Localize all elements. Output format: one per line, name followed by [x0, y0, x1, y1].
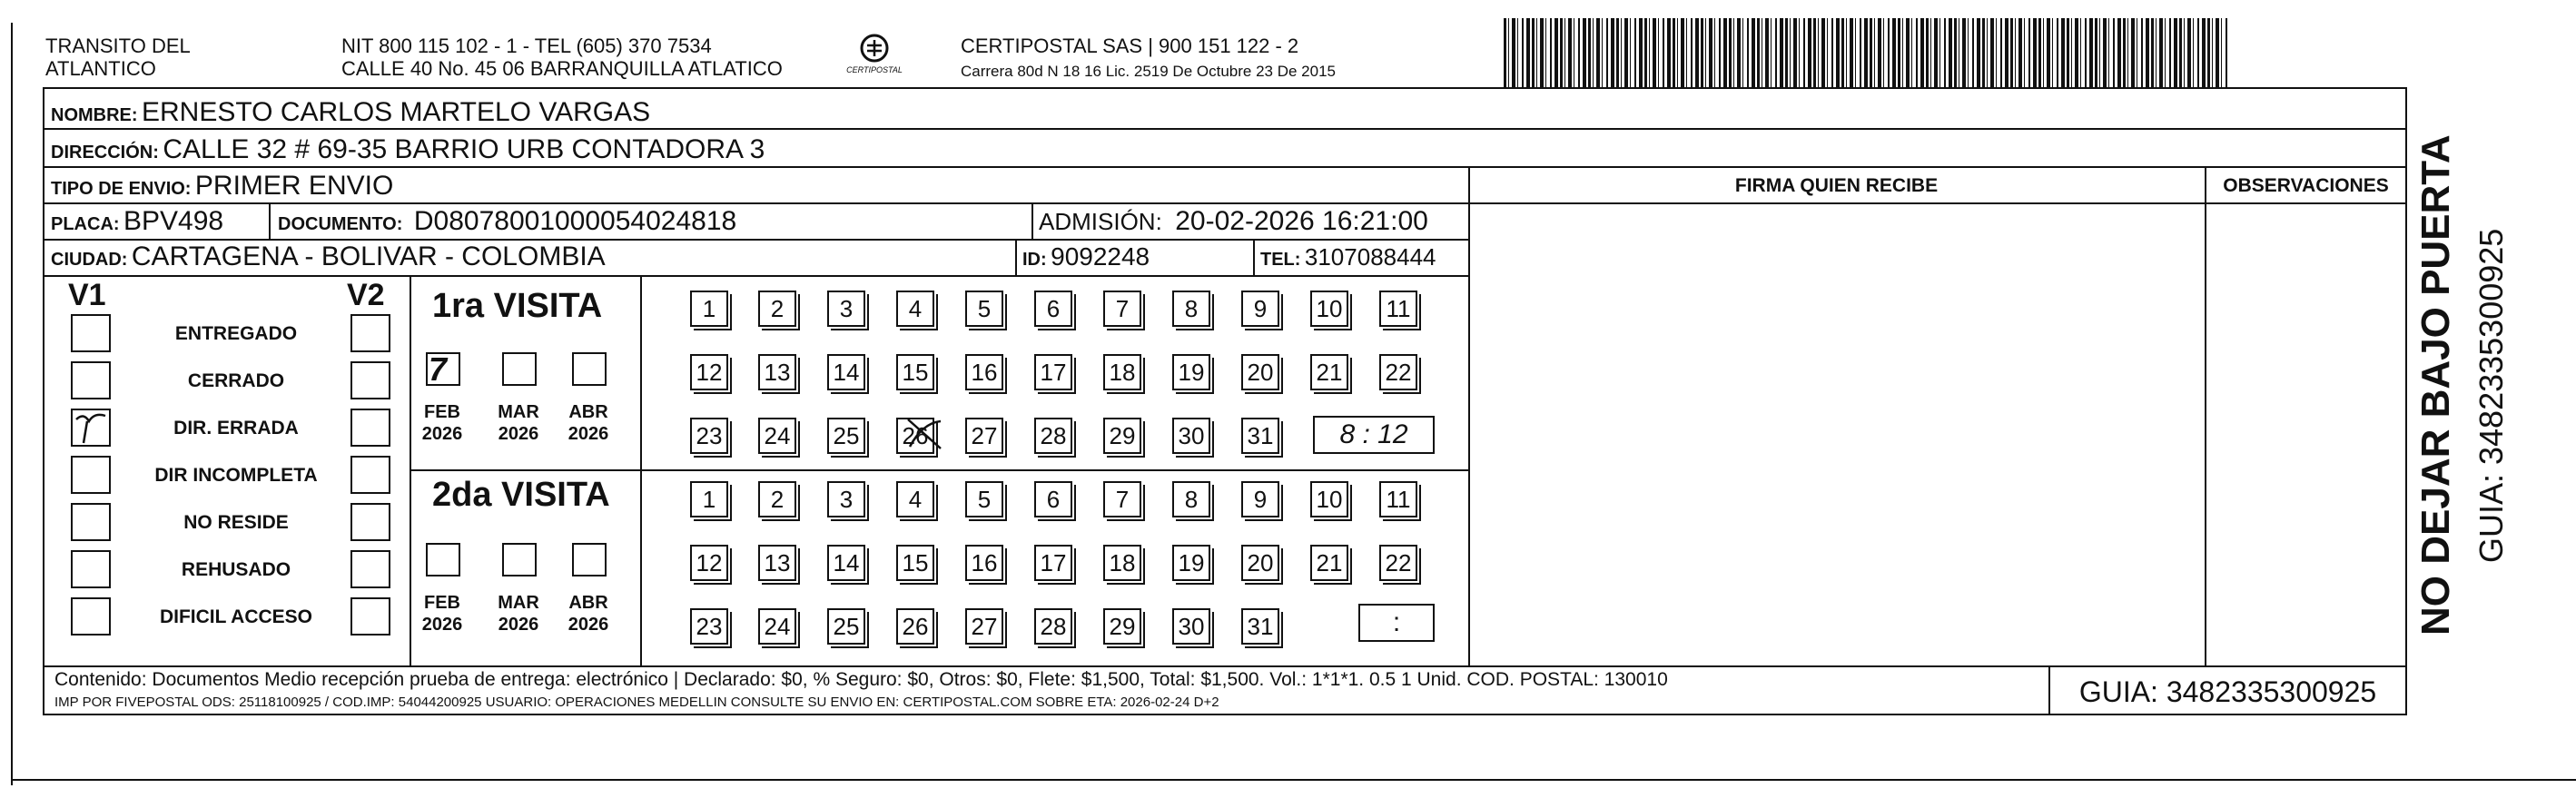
admision-value: 20-02-2026 16:21:00: [1175, 206, 1428, 236]
side-guia: [2472, 91, 2512, 563]
first-visit-day-25[interactable]: 25: [827, 418, 865, 454]
second-visit-day-23[interactable]: 23: [690, 608, 728, 645]
ciudad-field: [51, 243, 606, 275]
carrier-nit: CERTIPOSTAL SAS | 900 151 122 - 2: [961, 34, 1299, 57]
first-visit-day-2[interactable]: 2: [758, 291, 796, 327]
status-cerrado-label: CERRADO: [187, 370, 285, 391]
second-visit-day-24[interactable]: 24: [758, 608, 796, 645]
id-label: ID:: [1022, 250, 1047, 270]
first-visit-abr-year: 2026: [568, 424, 609, 444]
postal-logo-icon: [854, 33, 894, 65]
first-visit-day-5[interactable]: 5: [965, 291, 1003, 327]
shipment-barcode: [1504, 18, 2228, 89]
v2-checkbox-cerrado[interactable]: [350, 361, 390, 399]
v1-checkbox-dir-incompleta[interactable]: [71, 456, 111, 494]
second-visit-day-27[interactable]: 27: [965, 608, 1003, 645]
tipo-envio-label: TIPO DE ENVIO:: [51, 179, 192, 199]
tel-label: TEL:: [1260, 250, 1301, 270]
v2-header: V2: [347, 278, 385, 312]
first-visit-month-mar-box[interactable]: [502, 352, 537, 386]
second-visit-time-box[interactable]: [1358, 604, 1435, 642]
carrier-logo: [837, 33, 912, 89]
v1-checkbox-no-reside[interactable]: [71, 503, 111, 541]
footer-imp: IMP POR FIVEPOSTAL ODS: 25118100925 / COD.IMP: 54044200925 USUARIO: OPERACIONES MEDELLIN CONSULTE SU ENVIO EN: CERTIPOSTAL.COM SOBRE ETA: 2026-02-24 D+2: [54, 695, 1219, 710]
id-field: [1022, 243, 1150, 275]
first-visit-day-4[interactable]: 4: [896, 291, 934, 327]
first-visit-day-10[interactable]: 10: [1310, 291, 1348, 327]
day-26-strike-icon: [904, 414, 946, 454]
second-visit-day-16[interactable]: 16: [965, 545, 1003, 581]
first-visit-title: 1ra VISITA: [432, 287, 603, 325]
first-visit-day-28[interactable]: 28: [1034, 418, 1072, 454]
v2-checkbox-dir-errada[interactable]: [350, 409, 390, 447]
first-visit-day-3[interactable]: 3: [827, 291, 865, 327]
direccion-label: DIRECCIÓN:: [51, 143, 159, 163]
placa-value: BPV498: [123, 206, 224, 236]
second-visit-day-22[interactable]: 22: [1379, 545, 1417, 581]
second-visit-day-7[interactable]: 7: [1103, 481, 1141, 517]
second-visit-day-21[interactable]: 21: [1310, 545, 1348, 581]
v1-header: V1: [68, 278, 106, 312]
status-rehusado-label: REHUSADO: [181, 559, 291, 580]
first-visit-abr-month: ABR: [568, 402, 608, 422]
footer-guia: GUIA: 3482335300925: [2078, 675, 2377, 708]
footer-contenido: Contenido: Documentos Medio recepción prueba de entrega: electrónico | Declarado: $0, % Seguro: $0, Otros: $0, Flete: $1,500, Total: $1,500. Vol.: 1*1*1. 0.5 1 Unid. COD. POSTAL: 130010: [54, 669, 1668, 690]
issuer-name-line2: ATLANTICO: [45, 57, 156, 80]
second-visit-feb-month: FEB: [424, 593, 460, 613]
handwritten-check-icon: [71, 409, 111, 447]
bottom-rule: [11, 779, 2576, 781]
tipo-envio-field: [51, 172, 393, 204]
v2-checkbox-dir-incompleta[interactable]: [350, 456, 390, 494]
observaciones-area[interactable]: [2207, 205, 2405, 664]
first-visit-day-23[interactable]: 23: [690, 418, 728, 454]
second-visit-day-13[interactable]: 13: [758, 545, 796, 581]
page-edge-line: [11, 23, 13, 785]
second-visit-day-25[interactable]: 25: [827, 608, 865, 645]
nombre-label: NOMBRE:: [51, 105, 138, 125]
second-visit-month-mar-box[interactable]: [502, 543, 537, 576]
id-value: 9092248: [1051, 242, 1150, 271]
first-visit-mar-year: 2026: [498, 424, 539, 444]
nombre-field: [51, 99, 650, 131]
second-visit-feb-label: [410, 592, 474, 636]
tel-field: [1260, 243, 1436, 275]
first-visit-day-13[interactable]: 13: [758, 354, 796, 390]
first-visit-feb-label: [410, 401, 474, 445]
placa-field: [51, 208, 223, 240]
status-no-reside-label: NO RESIDE: [183, 512, 289, 533]
documento-value: D08078001000054024818: [413, 206, 737, 236]
first-visit-day-1[interactable]: 1: [690, 291, 728, 327]
second-visit-day-9[interactable]: 9: [1241, 481, 1279, 517]
second-visit-day-15[interactable]: 15: [896, 545, 934, 581]
first-visit-day-19[interactable]: 19: [1172, 354, 1210, 390]
second-visit-day-17[interactable]: 17: [1034, 545, 1072, 581]
second-visit-day-28[interactable]: 28: [1034, 608, 1072, 645]
first-visit-month-feb-mark: 7: [429, 350, 448, 388]
first-visit-day-8[interactable]: 8: [1172, 291, 1210, 327]
logo-wordmark: CERTIPOSTAL: [846, 65, 903, 74]
v1-checkbox-rehusado[interactable]: [71, 550, 111, 588]
side-warning: [2412, 91, 2466, 636]
second-visit-day-8[interactable]: 8: [1172, 481, 1210, 517]
second-visit-day-10[interactable]: 10: [1310, 481, 1348, 517]
first-visit-day-16[interactable]: 16: [965, 354, 1003, 390]
admision-field: [1039, 208, 1428, 240]
second-visit-mar-year: 2026: [498, 615, 539, 635]
v2-checkbox-dificil-acceso[interactable]: [350, 597, 390, 636]
first-visit-day-11[interactable]: 11: [1379, 291, 1417, 327]
v2-checkbox-entregado[interactable]: [350, 314, 390, 352]
second-visit-day-30[interactable]: 30: [1172, 608, 1210, 645]
issuer-address: CALLE 40 No. 45 06 BARRANQUILLA ATLATICO: [341, 57, 783, 80]
documento-label: DOCUMENTO:: [278, 214, 403, 234]
first-visit-day-27[interactable]: 27: [965, 418, 1003, 454]
status-dir-incompleta-label: DIR INCOMPLETA: [154, 465, 318, 486]
first-visit-day-31[interactable]: 31: [1241, 418, 1279, 454]
first-visit-day-9[interactable]: 9: [1241, 291, 1279, 327]
first-visit-feb-month: FEB: [424, 402, 460, 422]
second-visit-day-5[interactable]: 5: [965, 481, 1003, 517]
first-visit-mar-label: [487, 401, 550, 445]
side-guia-text: GUIA: 3482335300925: [2472, 228, 2510, 563]
first-visit-day-17[interactable]: 17: [1034, 354, 1072, 390]
second-visit-month-abr-box[interactable]: [572, 543, 607, 576]
second-visit-day-14[interactable]: 14: [827, 545, 865, 581]
second-visit-day-12[interactable]: 12: [690, 545, 728, 581]
first-visit-day-6[interactable]: 6: [1034, 291, 1072, 327]
first-visit-day-30[interactable]: 30: [1172, 418, 1210, 454]
second-visit-mar-month: MAR: [498, 593, 539, 613]
second-visit-day-4[interactable]: 4: [896, 481, 934, 517]
first-visit-feb-year: 2026: [421, 424, 463, 444]
first-visit-day-18[interactable]: 18: [1103, 354, 1141, 390]
first-visit-day-29[interactable]: 29: [1103, 418, 1141, 454]
ciudad-label: CIUDAD:: [51, 250, 128, 270]
carrier-address: Carrera 80d N 18 16 Lic. 2519 De Octubre 23 De 2015: [961, 63, 1336, 80]
second-visit-time-value: :: [1392, 607, 1401, 637]
second-visit-day-3[interactable]: 3: [827, 481, 865, 517]
firma-signature-area[interactable]: [1471, 205, 2203, 664]
second-visit-abr-year: 2026: [568, 615, 609, 635]
no-dejar-bajo-puerta-text: NO DEJAR BAJO PUERTA: [2413, 134, 2458, 636]
v1-checkbox-cerrado[interactable]: [71, 361, 111, 399]
direccion-value: CALLE 32 # 69-35 BARRIO URB CONTADORA 3: [163, 134, 765, 164]
v1-checkbox-dir-errada[interactable]: [71, 409, 111, 447]
second-visit-mar-label: [487, 592, 550, 636]
first-visit-month-abr-box[interactable]: [572, 352, 607, 386]
ciudad-value: CARTAGENA - BOLIVAR - COLOMBIA: [131, 241, 606, 271]
second-visit-month-feb-box[interactable]: [426, 543, 460, 576]
second-visit-day-26[interactable]: 26: [896, 608, 934, 645]
first-visit-day-15[interactable]: 15: [896, 354, 934, 390]
admision-label: ADMISIÓN:: [1039, 208, 1162, 235]
issuer-name-line1: TRANSITO DEL: [45, 34, 191, 57]
firma-column-header: FIRMA QUIEN RECIBE: [1734, 175, 1939, 196]
first-visit-day-12[interactable]: 12: [690, 354, 728, 390]
first-visit-day-26[interactable]: 26: [896, 418, 934, 454]
first-visit-day-20[interactable]: 20: [1241, 354, 1279, 390]
first-visit-day-22[interactable]: 22: [1379, 354, 1417, 390]
issuer-nit-tel: NIT 800 115 102 - 1 - TEL (605) 370 7534: [341, 34, 712, 57]
first-visit-time-value: 8 : 12: [1339, 419, 1408, 449]
second-visit-abr-month: ABR: [568, 593, 608, 613]
second-visit-title: 2da VISITA: [432, 476, 610, 514]
v1-checkbox-entregado[interactable]: [71, 314, 111, 352]
second-visit-day-18[interactable]: 18: [1103, 545, 1141, 581]
tipo-envio-value: PRIMER ENVIO: [194, 171, 394, 201]
first-visit-day-21[interactable]: 21: [1310, 354, 1348, 390]
direccion-field: [51, 136, 765, 168]
second-visit-day-29[interactable]: 29: [1103, 608, 1141, 645]
observaciones-column-header: OBSERVACIONES: [2223, 175, 2389, 196]
documento-field: [278, 208, 736, 240]
tel-value: 3107088444: [1304, 243, 1436, 271]
v2-checkbox-no-reside[interactable]: [350, 503, 390, 541]
v1-checkbox-dificil-acceso[interactable]: [71, 597, 111, 636]
second-visit-day-11[interactable]: 11: [1379, 481, 1417, 517]
first-visit-day-14[interactable]: 14: [827, 354, 865, 390]
status-dir-errada-label: DIR. ERRADA: [173, 418, 299, 438]
second-visit-feb-year: 2026: [421, 615, 463, 635]
placa-label: PLACA:: [51, 214, 120, 234]
nombre-value: ERNESTO CARLOS MARTELO VARGAS: [142, 97, 651, 127]
first-visit-day-24[interactable]: 24: [758, 418, 796, 454]
status-dificil-acceso-label: DIFICIL ACCESO: [159, 606, 312, 627]
second-visit-day-31[interactable]: 31: [1241, 608, 1279, 645]
first-visit-abr-label: [557, 401, 620, 445]
second-visit-day-2[interactable]: 2: [758, 481, 796, 517]
second-visit-day-19[interactable]: 19: [1172, 545, 1210, 581]
v2-checkbox-rehusado[interactable]: [350, 550, 390, 588]
second-visit-day-6[interactable]: 6: [1034, 481, 1072, 517]
second-visit-abr-label: [557, 592, 620, 636]
status-entregado-label: ENTREGADO: [174, 323, 298, 344]
first-visit-day-7[interactable]: 7: [1103, 291, 1141, 327]
second-visit-day-20[interactable]: 20: [1241, 545, 1279, 581]
first-visit-time-box[interactable]: [1313, 416, 1435, 454]
second-visit-day-1[interactable]: 1: [690, 481, 728, 517]
first-visit-mar-month: MAR: [498, 402, 539, 422]
